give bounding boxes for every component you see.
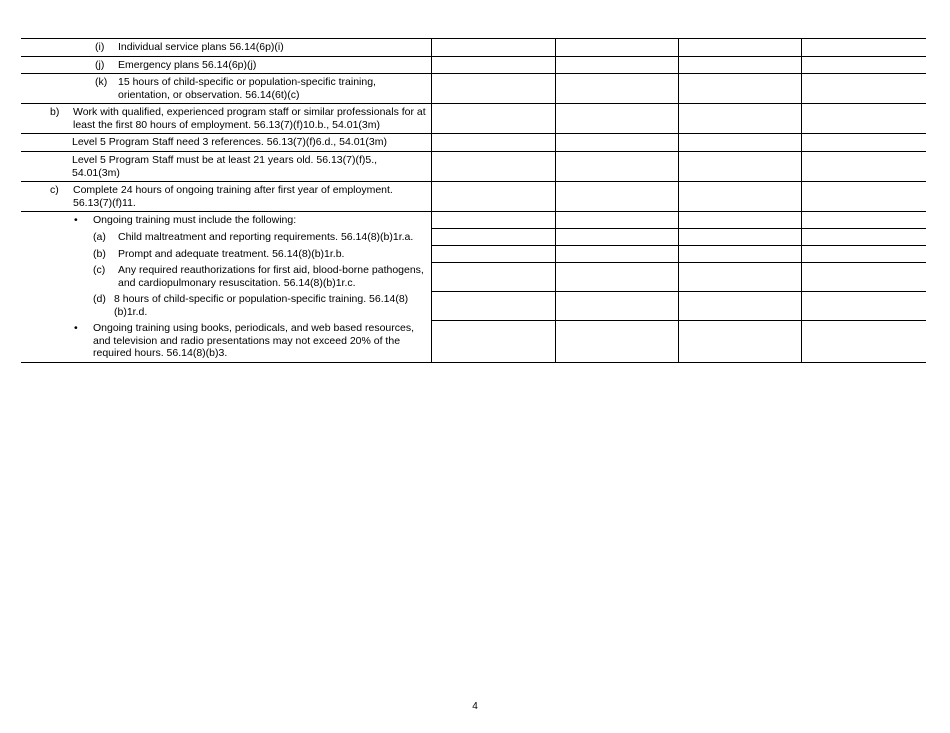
response-cell[interactable] — [555, 74, 678, 104]
requirement-cell — [21, 262, 431, 291]
requirement-cell — [21, 246, 431, 263]
response-cell[interactable] — [678, 104, 801, 134]
response-cell[interactable] — [431, 212, 555, 229]
requirement-text: Ongoing training must include the following: — [93, 214, 297, 226]
table-row — [21, 152, 926, 182]
response-cell[interactable] — [678, 152, 801, 182]
table-row — [21, 182, 926, 212]
response-cell[interactable] — [801, 134, 926, 152]
response-cell[interactable] — [801, 262, 926, 291]
response-cell[interactable] — [555, 104, 678, 134]
response-cell[interactable] — [801, 39, 926, 57]
item-marker: (k) — [95, 76, 108, 88]
requirement-cell — [21, 104, 431, 134]
item-marker: (d) — [93, 293, 106, 305]
requirement-cell — [21, 229, 431, 246]
response-cell[interactable] — [678, 229, 801, 246]
response-cell[interactable] — [678, 212, 801, 229]
table-row — [21, 39, 926, 57]
response-cell[interactable] — [431, 229, 555, 246]
requirement-cell — [21, 291, 431, 320]
table-row — [21, 320, 926, 362]
response-cell[interactable] — [431, 246, 555, 263]
requirement-text: Prompt and adequate treatment. 56.14(8)(b)1r.b. — [118, 247, 345, 260]
table-row — [21, 246, 926, 263]
item-marker: (j) — [95, 58, 105, 71]
response-cell[interactable] — [555, 39, 678, 57]
requirement-text: Level 5 Program Staff need 3 references. 56.13(7)(f)6.d., 54.01(3m) — [72, 136, 387, 148]
response-cell[interactable] — [431, 39, 555, 57]
response-cell[interactable] — [801, 291, 926, 320]
response-cell[interactable] — [801, 246, 926, 263]
response-cell[interactable] — [801, 56, 926, 74]
item-marker: (i) — [95, 41, 105, 53]
response-cell[interactable] — [678, 56, 801, 74]
response-cell[interactable] — [555, 212, 678, 229]
requirement-cell — [21, 152, 431, 182]
requirement-cell — [21, 39, 431, 57]
requirement-cell — [21, 134, 431, 152]
table-row — [21, 56, 926, 74]
response-cell[interactable] — [801, 182, 926, 212]
response-cell[interactable] — [678, 182, 801, 212]
response-cell[interactable] — [431, 291, 555, 320]
requirement-text: 15 hours of child-specific or population-specific training, orientation, or observation. 56.14(6t)(c) — [118, 76, 376, 101]
table-row — [21, 262, 926, 291]
response-cell[interactable] — [555, 262, 678, 291]
table-row — [21, 74, 926, 104]
response-cell[interactable] — [555, 246, 678, 263]
response-cell[interactable] — [678, 39, 801, 57]
item-marker: (b) — [93, 247, 106, 260]
item-marker: (c) — [93, 264, 106, 276]
response-cell[interactable] — [555, 182, 678, 212]
response-cell[interactable] — [678, 262, 801, 291]
bullet-icon: • — [74, 214, 78, 226]
response-cell[interactable] — [431, 56, 555, 74]
item-marker: (a) — [93, 230, 106, 243]
requirement-text: Emergency plans 56.14(6p)(j) — [118, 58, 257, 71]
requirement-text: Level 5 Program Staff must be at least 21 years old. 56.13(7)(f)5., 54.01(3m) — [72, 154, 378, 179]
response-cell[interactable] — [801, 74, 926, 104]
response-cell[interactable] — [431, 74, 555, 104]
requirement-cell — [21, 56, 431, 74]
response-cell[interactable] — [678, 291, 801, 320]
response-cell[interactable] — [678, 74, 801, 104]
table-row — [21, 134, 926, 152]
response-cell[interactable] — [431, 320, 555, 362]
response-cell[interactable] — [555, 291, 678, 320]
requirement-text: Ongoing training using books, periodicals, and web based resources, and television and radio presentations may not exceed 20% of the required hours. 56.14(8)(b)3. — [93, 322, 415, 359]
response-cell[interactable] — [801, 152, 926, 182]
requirement-text: Individual service plans 56.14(6p)(i) — [118, 41, 284, 53]
requirement-text: Work with qualified, experienced program staff or similar professionals for at least the first 80 hours of employment. 56.13(7)(f)10.b., 54.01(3m) — [73, 106, 426, 131]
response-cell[interactable] — [555, 56, 678, 74]
response-cell[interactable] — [555, 320, 678, 362]
table-row — [21, 212, 926, 229]
bullet-icon: • — [74, 322, 78, 334]
response-cell[interactable] — [555, 134, 678, 152]
response-cell[interactable] — [801, 229, 926, 246]
table-row — [21, 229, 926, 246]
response-cell[interactable] — [431, 104, 555, 134]
checklist-table — [21, 38, 926, 363]
response-cell[interactable] — [431, 262, 555, 291]
response-cell[interactable] — [801, 104, 926, 134]
response-cell[interactable] — [431, 152, 555, 182]
response-cell[interactable] — [431, 182, 555, 212]
requirement-text: 8 hours of child-specific or population-specific training. 56.14(8)(b)1r.d. — [114, 293, 409, 318]
response-cell[interactable] — [555, 229, 678, 246]
response-cell[interactable] — [431, 134, 555, 152]
response-cell[interactable] — [555, 152, 678, 182]
requirement-cell — [21, 212, 431, 229]
requirement-text: Child maltreatment and reporting requirements. 56.14(8)(b)1r.a. — [118, 230, 414, 243]
response-cell[interactable] — [678, 320, 801, 362]
table-row — [21, 291, 926, 320]
item-marker: b) — [50, 106, 60, 118]
page-number: 4 — [472, 701, 478, 712]
response-cell[interactable] — [801, 212, 926, 229]
requirement-cell — [21, 182, 431, 212]
response-cell[interactable] — [801, 320, 926, 362]
response-cell[interactable] — [678, 134, 801, 152]
requirement-cell — [21, 74, 431, 104]
requirement-text: Complete 24 hours of ongoing training after first year of employment. 56.13(7)(f)11. — [73, 184, 393, 209]
table-row — [21, 104, 926, 134]
item-marker: c) — [50, 184, 59, 196]
requirement-cell — [21, 320, 431, 362]
requirement-text: Any required reauthorizations for first aid, blood-borne pathogens, and cardiopulmonary resuscitation. 56.14(8)(b)1r.c. — [118, 264, 424, 289]
response-cell[interactable] — [678, 246, 801, 263]
